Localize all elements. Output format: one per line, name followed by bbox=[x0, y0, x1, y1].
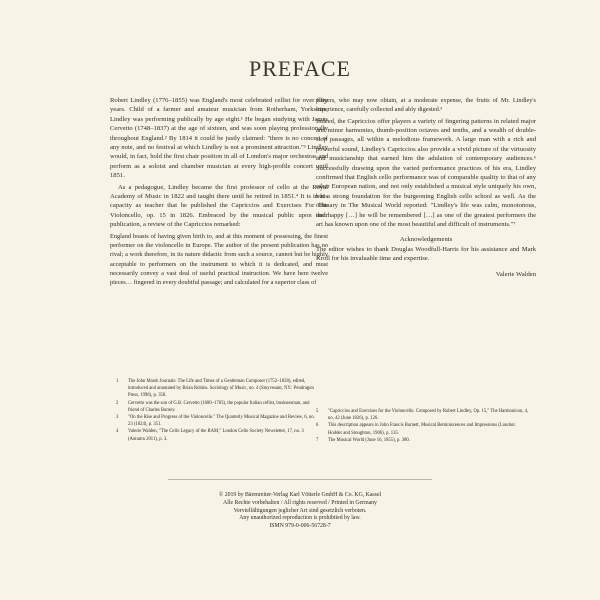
footnote-text: "Capriccios and Exercises for the Violoncello. Composed by Robert Lindley, Op. 15," The Harmonicon, 4, no. 42 (June 1826), p. 126. bbox=[328, 409, 529, 422]
footnote-text: Cervetto was the son of G.B. Cervetto (1680–1783), the popular Italian cellist, businessman, and friend of Charles Burney. bbox=[128, 400, 310, 413]
acknowledgements-text: The editor wishes to thank Douglas Woodfull-Harris for his assistance and Mark Kroll for his invaluable time and expertise. bbox=[316, 245, 536, 263]
footnote bbox=[116, 414, 316, 428]
german-notice-line: Vervielfältigungen jeglicher Art sind gesetzlich verboten. bbox=[233, 507, 367, 514]
footnote-number: 7 bbox=[316, 437, 319, 443]
paragraph-pedagogue: As a pedagogue, Lindley became the first professor of cello at the Royal Academy of Music in 1822 and taught there until he retired in 1851.⁴ It is in his capacity as teacher that he published the Capriccios and Exercises For The Violoncello, op. 15 in 1826. Embraced by the musical public upon their publication, a review of the Capriccios remarked: bbox=[110, 183, 328, 229]
footnote-text: Valerie Walden, "The Cello Legacy of the RAM," London Cello Society Newsletter, 17, no. 3 (Autumn 2011), p. 3. bbox=[128, 429, 304, 442]
footnote-text: This description appears in John Francis Barnett, Musical Reminiscences and Impressions (London: Hodder and Stoughton, 1906), p. 135. bbox=[328, 423, 516, 436]
footnote bbox=[116, 400, 316, 414]
footnote bbox=[316, 422, 530, 436]
review-quote-continued: players, who may now obtain, at a moderate expense, the fruits of Mr. Lindley's experience, carefully collected and ably digested.⁵ bbox=[316, 97, 536, 114]
page-title: PREFACE bbox=[249, 56, 351, 81]
preface-left-column bbox=[110, 96, 328, 289]
acknowledgements-heading: Acknowledgements bbox=[399, 236, 453, 244]
footnotes-right bbox=[316, 408, 530, 444]
ismn-line: ISMN 979-0-006-56728-7 bbox=[269, 523, 331, 530]
paragraph-intro: Robert Lindley (1776–1855) was England's most celebrated cellist for over fifty years. Child of a farmer and amateur musician from Rotherham, Yorkshire, Lindley was performing publically by age eight.¹ He began studying with James Cervetto (1748–1837) at the age of sixteen, and was soon playing professionally throughout England.² By 1814 it could be justly claimed: "there is no concert of any note, and no festival at which Lindley is not a prominent attraction."³ Lindley would, in fact, hold the first chair position in all of London's major orchestras and perform as a soloist and chamber musician at every high-profile concert until 1851. bbox=[110, 97, 328, 180]
copyright-line: © 2019 by Bärenreiter-Verlag Karl Vötterle GmbH & Co. KG, Kassel bbox=[218, 492, 382, 498]
footnotes-left bbox=[116, 378, 316, 443]
footnote-text: The John Marsh Journals: The Life and Times of a Gentleman Composer (1752–1828), edited, introduced and annotated by Brian Robins. Sociology of Music, no. 4 (Stuyvesant, NY.: Pendragon Press, 1998), p. 358. bbox=[128, 379, 314, 399]
author-signature: Valerie Walden bbox=[495, 270, 536, 278]
footnote-number: 5 bbox=[316, 409, 319, 414]
footnote bbox=[316, 408, 530, 422]
english-notice-line: Any unauthorized reproduction is prohibited by law. bbox=[239, 515, 361, 522]
footnote-number: 1 bbox=[116, 379, 119, 384]
copyright-block bbox=[0, 492, 600, 531]
preface-right-column bbox=[316, 96, 536, 279]
footnote-text: The Musical World (June 16, 1855), p. 380. bbox=[328, 437, 410, 443]
footnote bbox=[116, 428, 316, 442]
review-quote: England boasts of having given birth to, and at this moment of possessing, the finest performer on the violoncello in Europe. The author of the present publication has no rival; a work therefore, in its nature didactic from such a source, cannot but be highly acceptable to performers on the instrument to which it is dedicated, and must necessarily convey a vast deal of useful practical instruction. We have here twelve pieces… fingered in every doubtful passage; and calculated for a superior class of bbox=[110, 232, 328, 287]
footnote-number: 6 bbox=[316, 423, 319, 429]
footnote-number: 2 bbox=[116, 400, 119, 406]
footnote-text: "On the Rise and Progress of the Violoncello." The Quarterly Musical Magazine and Review, 6, no. 23 (1824), p. 351. bbox=[128, 415, 315, 428]
footnote-number: 3 bbox=[116, 415, 119, 421]
footnote bbox=[316, 437, 530, 444]
footer-divider bbox=[168, 479, 432, 480]
rights-line: Alle Rechte vorbehalten / All rights reserved / Printed in Germany bbox=[223, 499, 377, 506]
footnote-number: 4 bbox=[116, 429, 119, 435]
footnote bbox=[116, 378, 316, 400]
paragraph-capriccios: Indeed, the Capriccios offer players a variety of fingering patterns in related major and minor harmonies, thumb-position octaves and tenths, and a wealth of double-stop passages, all within a melodious framework. A large man with a rich and powerful sound, Lindley's Capriccios also provide a vivid picture of the virtuosity and musicianship that earned him the adulation of contemporary audiences.⁶ Successfully drawing upon the varied performance practices of his era, Lindley confirmed that English cello performance was of comparable quality to that of any other European nation, and not only established a musical style uniquely his own, but a strong foundation for the burgeoning English cello school as well. As the obituary in The Musical World reported: "Lindley's life was calm, monotonous, and happy […] he will be remembered […] as one of the greatest performers the art has known upon one of the most beautiful and difficult of instruments."⁷ bbox=[316, 117, 536, 229]
